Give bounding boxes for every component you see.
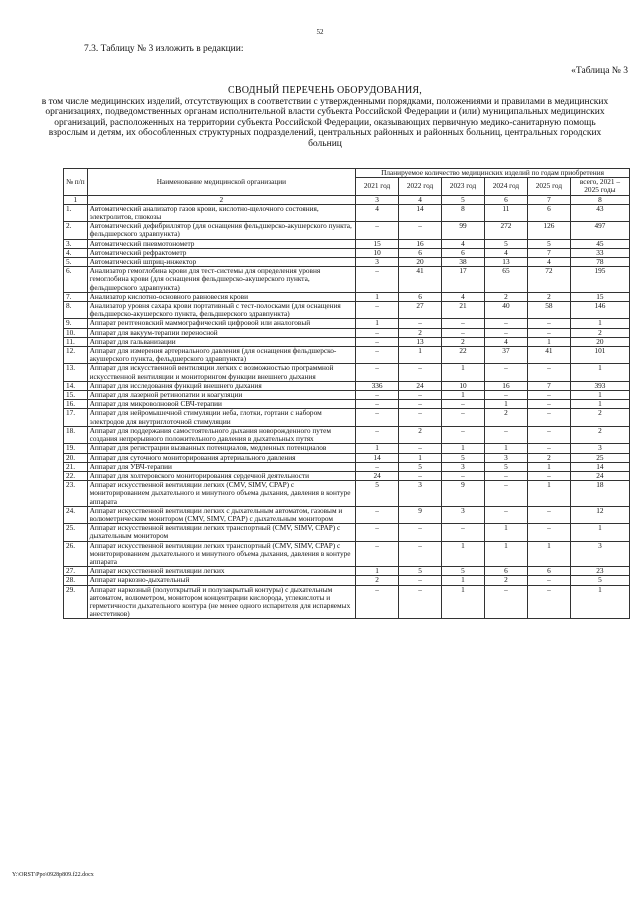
table-row <box>64 524 630 541</box>
year-value: – <box>399 471 442 480</box>
year-value: 5 <box>442 567 485 576</box>
year-value: 1 <box>484 541 527 567</box>
table-row <box>64 453 630 462</box>
equipment-name: Аппарат для УВЧ-терапии <box>87 462 355 471</box>
year-value: – <box>484 506 527 523</box>
year-value: 1 <box>527 481 570 507</box>
header-year-2025: 2025 год <box>527 178 570 195</box>
year-value: – <box>399 541 442 567</box>
row-number: 25. <box>64 524 88 541</box>
total-value: 1 <box>570 319 629 328</box>
year-value: 10 <box>356 248 399 257</box>
table-row <box>64 576 630 585</box>
equipment-name: Аппарат искусственной вентиляции легких с дыхательным автоматом, газовым и волюметрическим монитором (CMV, SIMV, CPAP) с дыхательным монитором <box>87 506 355 523</box>
year-value: 2 <box>527 453 570 462</box>
year-value: – <box>399 524 442 541</box>
year-value: – <box>442 319 485 328</box>
year-value: 24 <box>356 471 399 480</box>
equipment-name: Аппарат для исследования функций внешнего дыхания <box>87 381 355 390</box>
year-value: 126 <box>527 222 570 239</box>
table-row <box>64 302 630 319</box>
year-value: – <box>442 471 485 480</box>
year-value: – <box>527 400 570 409</box>
year-value: – <box>527 471 570 480</box>
year-value: 2 <box>484 292 527 301</box>
row-number: 23. <box>64 481 88 507</box>
year-value: – <box>527 319 570 328</box>
equipment-name: Аппарат для вакуум-терапии переносной <box>87 328 355 337</box>
table-row <box>64 585 630 619</box>
year-value: – <box>356 585 399 619</box>
row-number: 18. <box>64 426 88 443</box>
row-number: 19. <box>64 444 88 453</box>
table-row <box>64 267 630 293</box>
table-row <box>64 506 630 523</box>
year-value: – <box>399 444 442 453</box>
year-value: 14 <box>356 453 399 462</box>
total-value: 12 <box>570 506 629 523</box>
total-value: 15 <box>570 292 629 301</box>
year-value: 1 <box>527 541 570 567</box>
year-value: 1 <box>527 462 570 471</box>
year-value: – <box>356 267 399 293</box>
year-value: – <box>527 391 570 400</box>
year-value: 58 <box>527 302 570 319</box>
year-value: 7 <box>527 248 570 257</box>
equipment-name: Анализатор гемоглобина крови для тест-системы для определения уровня гемоглобина крови (для оснащения фельдшерско-акушерского пункта, фельдшерского здравпункта) <box>87 267 355 293</box>
equipment-name: Аппарат наркозно-дыхательный <box>87 576 355 585</box>
year-value: 1 <box>356 292 399 301</box>
year-value: – <box>356 409 399 426</box>
total-value: 24 <box>570 471 629 480</box>
total-value: 393 <box>570 381 629 390</box>
year-value: – <box>356 328 399 337</box>
year-value: 6 <box>399 248 442 257</box>
table-row <box>64 444 630 453</box>
year-value: – <box>527 524 570 541</box>
year-value: 5 <box>356 481 399 507</box>
year-value: – <box>399 364 442 381</box>
row-number: 28. <box>64 576 88 585</box>
year-value: 1 <box>484 444 527 453</box>
year-value: 1 <box>356 567 399 576</box>
year-value: – <box>399 400 442 409</box>
year-value: 17 <box>442 267 485 293</box>
year-value: 7 <box>527 381 570 390</box>
row-number: 22. <box>64 471 88 480</box>
year-value: 2 <box>399 328 442 337</box>
year-value: – <box>356 462 399 471</box>
year-value: – <box>484 426 527 443</box>
year-value: 6 <box>527 204 570 221</box>
row-number: 2. <box>64 222 88 239</box>
header-year-2022: 2022 год <box>399 178 442 195</box>
page-number: 52 <box>316 28 324 36</box>
table-reference: «Таблица № 3 <box>571 66 628 76</box>
year-value: – <box>442 328 485 337</box>
total-value: 1 <box>570 585 629 619</box>
total-value: 45 <box>570 239 629 248</box>
col-number: 2 <box>87 195 355 204</box>
equipment-name: Автоматический дефибриллятор (для оснащения фельдшерско-акушерского пункта, фельдшерского здравпункта) <box>87 222 355 239</box>
year-value: – <box>399 319 442 328</box>
year-value: – <box>484 391 527 400</box>
year-value: – <box>356 524 399 541</box>
row-number: 21. <box>64 462 88 471</box>
year-value: – <box>527 576 570 585</box>
year-value: – <box>442 426 485 443</box>
equipment-name: Автоматический шприц-инжектор <box>87 258 355 267</box>
row-number: 9. <box>64 319 88 328</box>
year-value: 5 <box>484 239 527 248</box>
equipment-name: Аппарат для микроволновой СВЧ-терапии <box>87 400 355 409</box>
year-value: 4 <box>484 248 527 257</box>
year-value: 1 <box>356 319 399 328</box>
equipment-name: Аппарат для суточного мониторирования артериального давления <box>87 453 355 462</box>
row-number: 14. <box>64 381 88 390</box>
year-value: – <box>527 506 570 523</box>
year-value: – <box>399 391 442 400</box>
row-number: 12. <box>64 347 88 364</box>
equipment-name: Анализатор уровня сахара крови портативный с тест-полосками (для оснащения фельдшерско-акушерского пункта, фельдшерского здравпункта) <box>87 302 355 319</box>
year-value: 72 <box>527 267 570 293</box>
header-total: всего, 2021 – 2025 годы <box>570 178 629 195</box>
year-value: – <box>356 364 399 381</box>
year-value: 4 <box>484 337 527 346</box>
col-number: 5 <box>442 195 485 204</box>
year-value: 2 <box>484 576 527 585</box>
row-number: 15. <box>64 391 88 400</box>
header-row <box>64 169 630 178</box>
year-value: 1 <box>442 576 485 585</box>
total-value: 497 <box>570 222 629 239</box>
year-value: 5 <box>399 462 442 471</box>
year-value: 10 <box>442 381 485 390</box>
year-value: 2 <box>527 292 570 301</box>
total-value: 2 <box>570 409 629 426</box>
title-main: СВОДНЫЙ ПЕРЕЧЕНЬ ОБОРУДОВАНИЯ, <box>227 85 423 96</box>
row-number: 11. <box>64 337 88 346</box>
year-value: – <box>356 506 399 523</box>
year-value: 1 <box>442 585 485 619</box>
year-value: 11 <box>484 204 527 221</box>
equipment-name: Аппарат искусственной вентиляции легких (CMV, SIMV, CPAP) с мониторированием дыхательного и минутного объема дыхания, давления в контуре аппарата <box>87 481 355 507</box>
year-value: – <box>356 302 399 319</box>
year-value: – <box>527 409 570 426</box>
year-value: 6 <box>399 292 442 301</box>
year-value: 4 <box>442 239 485 248</box>
equipment-name: Аппарат искусственной вентиляции легких транспортный (CMV, SIMV, CPAP) с мониторированием дыхательного и минутного объема дыхания, давления в контуре аппарата <box>87 541 355 567</box>
equipment-name: Автоматический рефрактометр <box>87 248 355 257</box>
year-value: 1 <box>442 364 485 381</box>
year-value: 3 <box>442 506 485 523</box>
year-value: – <box>484 328 527 337</box>
title-subtitle: в том числе медицинских изделий, отсутствующих в соответствии с утвержденными порядками, положениями и правилами в медицинских организациях, подведомственных органам исполнительной власти субъекта Российской Федерации и (или) муниципальных медицинских организаций, расположенных на территории субъекта Российской Федерации, оказывающих первичную медико-санитарную помощь взрослым и детям, их обособленных структурных подразделений, центральных районных и районных больниц, центральных городских больниц <box>41 96 609 149</box>
year-value: 6 <box>484 567 527 576</box>
year-value: – <box>399 409 442 426</box>
row-number: 4. <box>64 248 88 257</box>
col-number: 1 <box>64 195 88 204</box>
year-value: – <box>356 400 399 409</box>
year-value: – <box>527 444 570 453</box>
year-value: 3 <box>399 481 442 507</box>
year-value: – <box>356 222 399 239</box>
table-row <box>64 481 630 507</box>
equipment-name: Анализатор кислотно-основного равновесия крови <box>87 292 355 301</box>
year-value: 8 <box>442 204 485 221</box>
year-value: 20 <box>399 258 442 267</box>
year-value: – <box>484 481 527 507</box>
year-value: – <box>484 364 527 381</box>
year-value: – <box>442 409 485 426</box>
year-value: 1 <box>442 391 485 400</box>
year-value: 3 <box>442 462 485 471</box>
column-number-row <box>64 195 630 204</box>
year-value: 16 <box>484 381 527 390</box>
total-value: 43 <box>570 204 629 221</box>
year-value: 1 <box>527 337 570 346</box>
table-row <box>64 239 630 248</box>
total-value: 5 <box>570 576 629 585</box>
col-number: 4 <box>399 195 442 204</box>
row-number: 6. <box>64 267 88 293</box>
year-value: 1 <box>442 444 485 453</box>
total-value: 25 <box>570 453 629 462</box>
equipment-name: Аппарат для измерения артериального давления (для оснащения фельдшерско-акушерского пункта, фельдшерского здравпункта) <box>87 347 355 364</box>
row-number: 10. <box>64 328 88 337</box>
year-value: 3 <box>484 453 527 462</box>
total-value: 1 <box>570 391 629 400</box>
equipment-name: Аппарат для нейромышечной стимуляции неба, глотки, гортани с набором электродов для внутриглоточной стимуляции <box>87 409 355 426</box>
header-year-2023: 2023 год <box>442 178 485 195</box>
table-row <box>64 222 630 239</box>
total-value: 3 <box>570 541 629 567</box>
year-value: – <box>527 585 570 619</box>
year-value: 13 <box>484 258 527 267</box>
table-row <box>64 364 630 381</box>
year-value: 5 <box>399 567 442 576</box>
year-value: 24 <box>399 381 442 390</box>
year-value: 272 <box>484 222 527 239</box>
year-value: – <box>527 328 570 337</box>
table-row <box>64 426 630 443</box>
year-value: 15 <box>356 239 399 248</box>
row-number: 20. <box>64 453 88 462</box>
year-value: 22 <box>442 347 485 364</box>
year-value: 99 <box>442 222 485 239</box>
equipment-name: Аппарат для холтеровского мониторирования сердечной деятельности <box>87 471 355 480</box>
year-value: 4 <box>356 204 399 221</box>
equipment-name: Аппарат наркозный (полуоткрытый и полузакрытый контуры) с дыхательным автоматом, волюметром, монитором концентрации кислорода, углекислоты и герметичности дыхательного контура (не менее одного испарителя для испаряемых анестетиков) <box>87 585 355 619</box>
equipment-name: Автоматический анализатор газов крови, кислотно-щелочного состояния, электролитов, глюкозы <box>87 204 355 221</box>
year-value: – <box>442 400 485 409</box>
row-number: 1. <box>64 204 88 221</box>
total-value: 23 <box>570 567 629 576</box>
year-value: – <box>356 541 399 567</box>
total-value: 146 <box>570 302 629 319</box>
header-name: Наименование медицинской организации <box>87 169 355 196</box>
col-number: 7 <box>527 195 570 204</box>
year-value: – <box>484 319 527 328</box>
table-body <box>64 195 630 619</box>
total-value: 18 <box>570 481 629 507</box>
table-row <box>64 347 630 364</box>
row-number: 7. <box>64 292 88 301</box>
total-value: 195 <box>570 267 629 293</box>
year-value: – <box>442 524 485 541</box>
row-number: 24. <box>64 506 88 523</box>
total-value: 14 <box>570 462 629 471</box>
year-value: 14 <box>399 204 442 221</box>
year-value: 5 <box>527 239 570 248</box>
year-value: – <box>399 222 442 239</box>
total-value: 2 <box>570 426 629 443</box>
table-row <box>64 409 630 426</box>
year-value: 6 <box>527 567 570 576</box>
year-value: – <box>356 426 399 443</box>
year-value: – <box>484 471 527 480</box>
total-value: 3 <box>570 444 629 453</box>
year-value: 13 <box>399 337 442 346</box>
header-year-2021: 2021 год <box>356 178 399 195</box>
row-number: 29. <box>64 585 88 619</box>
year-value: 21 <box>442 302 485 319</box>
year-value: 41 <box>527 347 570 364</box>
year-value: 1 <box>356 444 399 453</box>
equipment-table <box>63 168 630 619</box>
total-value: 1 <box>570 524 629 541</box>
header-group: Планируемое количество медицинских изделий по годам приобретения <box>356 169 630 178</box>
header-num: № п/п <box>64 169 88 196</box>
table-row <box>64 541 630 567</box>
year-value: 16 <box>399 239 442 248</box>
equipment-name: Автоматический пневмотонометр <box>87 239 355 248</box>
header-year-2024: 2024 год <box>484 178 527 195</box>
row-number: 26. <box>64 541 88 567</box>
year-value: – <box>399 576 442 585</box>
year-value: – <box>527 426 570 443</box>
year-value: 4 <box>527 258 570 267</box>
row-number: 17. <box>64 409 88 426</box>
equipment-name: Аппарат рентгеновский маммографический цифровой или аналоговый <box>87 319 355 328</box>
equipment-name: Аппарат искусственной вентиляции легких <box>87 567 355 576</box>
year-value: – <box>484 585 527 619</box>
year-value: – <box>527 364 570 381</box>
year-value: 1 <box>399 347 442 364</box>
col-number: 6 <box>484 195 527 204</box>
year-value: 65 <box>484 267 527 293</box>
year-value: 336 <box>356 381 399 390</box>
document-title <box>40 86 610 150</box>
total-value: 101 <box>570 347 629 364</box>
equipment-name: Аппарат для гальванизации <box>87 337 355 346</box>
year-value: 2 <box>484 409 527 426</box>
year-value: 1 <box>484 524 527 541</box>
table-row <box>64 204 630 221</box>
total-value: 78 <box>570 258 629 267</box>
equipment-name: Аппарат для лазерной ретинопатии и коагуляции <box>87 391 355 400</box>
year-value: 9 <box>442 481 485 507</box>
year-value: 2 <box>356 576 399 585</box>
year-value: 37 <box>484 347 527 364</box>
row-number: 8. <box>64 302 88 319</box>
year-value: 27 <box>399 302 442 319</box>
table-row <box>64 328 630 337</box>
equipment-name: Аппарат для поддержания самостоятельного дыхания новорожденного путем создания непрерывного положительного давления в дыхательных путях <box>87 426 355 443</box>
row-number: 13. <box>64 364 88 381</box>
year-value: 1 <box>442 541 485 567</box>
total-value: 1 <box>570 400 629 409</box>
year-value: 1 <box>399 453 442 462</box>
amendment-text: 7.3. Таблицу № 3 изложить в редакции: <box>84 44 244 54</box>
year-value: 38 <box>442 258 485 267</box>
table-row <box>64 319 630 328</box>
year-value: 1 <box>484 400 527 409</box>
year-value: 6 <box>442 248 485 257</box>
row-number: 16. <box>64 400 88 409</box>
total-value: 2 <box>570 328 629 337</box>
year-value: – <box>356 337 399 346</box>
equipment-name: Аппарат для регистрации вызванных потенциалов, медленных потенциалов <box>87 444 355 453</box>
year-value: 41 <box>399 267 442 293</box>
total-value: 33 <box>570 248 629 257</box>
total-value: 20 <box>570 337 629 346</box>
year-value: 9 <box>399 506 442 523</box>
year-value: – <box>356 391 399 400</box>
year-value: – <box>356 347 399 364</box>
equipment-name: Аппарат искусственной вентиляции легких транспортный (CMV, SIMV, CPAP) с дыхательным монитором <box>87 524 355 541</box>
year-value: 40 <box>484 302 527 319</box>
year-value: 2 <box>442 337 485 346</box>
row-number: 3. <box>64 239 88 248</box>
row-number: 27. <box>64 567 88 576</box>
year-value: 3 <box>356 258 399 267</box>
row-number: 5. <box>64 258 88 267</box>
total-value: 1 <box>570 364 629 381</box>
col-number: 3 <box>356 195 399 204</box>
year-value: 4 <box>442 292 485 301</box>
year-value: – <box>399 585 442 619</box>
year-value: 5 <box>484 462 527 471</box>
file-path-footer: Y:\ORST\Ppo\0928p809.f22.docx <box>12 872 94 878</box>
year-value: 2 <box>399 426 442 443</box>
equipment-name: Аппарат для искусственной вентиляции легких с возможностью программной искусственной вентиляции и мониторингом функции внешнего дыхания <box>87 364 355 381</box>
col-number: 8 <box>570 195 629 204</box>
year-value: 5 <box>442 453 485 462</box>
